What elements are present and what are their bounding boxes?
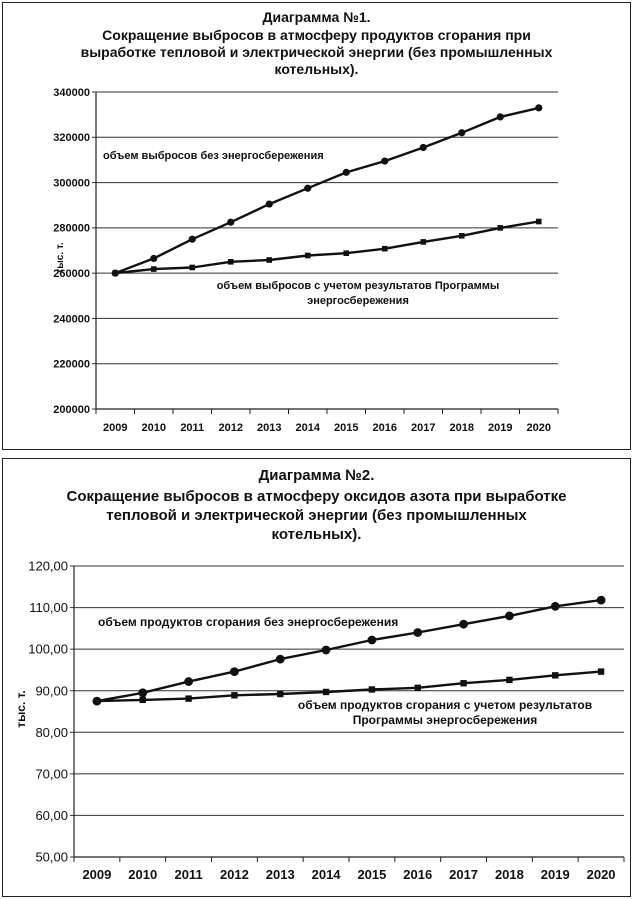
series-1-point <box>535 104 542 111</box>
x-tick-label: 2014 <box>311 867 341 882</box>
series-2-point <box>189 265 195 271</box>
y-tick-label: 80,00 <box>35 724 68 740</box>
series-1-point <box>230 667 239 676</box>
y-axis-label: тыс. т. <box>14 690 28 728</box>
series-2-point <box>382 246 388 252</box>
series-1-point <box>138 688 147 697</box>
y-tick-label: 240000 <box>53 313 90 326</box>
series-2-point <box>459 233 465 239</box>
x-tick-label: 2015 <box>334 422 359 434</box>
series-2-point <box>460 680 466 686</box>
y-tick-label: 50,00 <box>35 849 68 865</box>
series-1-point <box>368 636 377 645</box>
y-tick-label: 220000 <box>53 358 90 371</box>
chart-1-subtitle: Сокращение выбросов в атмосферу продуктов сгорания при выработке тепловой и электрической энергии (без промышленных котельных). <box>80 27 553 77</box>
series-2-point <box>112 270 118 276</box>
series-1-point <box>343 169 350 176</box>
series-2-point <box>228 259 234 265</box>
series-1-point <box>505 611 514 620</box>
chart-1-plot <box>3 3 632 451</box>
x-tick-label: 2019 <box>488 422 513 434</box>
x-tick-label: 2020 <box>526 422 551 434</box>
series-2-point <box>598 668 604 674</box>
series-annotation-1: объем выбросов без энергосбережения <box>103 150 324 162</box>
x-tick-label: 2010 <box>128 867 158 882</box>
series-annotation-2-line: Программы энергосбережения <box>352 713 538 727</box>
y-tick-label: 320000 <box>53 132 90 145</box>
x-tick-label: 2018 <box>494 867 524 882</box>
series-1-point <box>150 255 157 262</box>
x-tick-label: 2016 <box>403 867 433 882</box>
series-2-point <box>369 686 375 692</box>
chart-2-plot <box>3 459 632 898</box>
x-tick-label: 2014 <box>295 422 320 434</box>
series-2-point <box>323 689 329 695</box>
series-1-point <box>551 602 560 611</box>
series-annotation-2-line: объем выбросов с учетом результатов Программы <box>216 280 500 292</box>
y-tick-label: 110,00 <box>29 600 68 616</box>
series-1-point <box>497 113 504 120</box>
x-tick-label: 2013 <box>265 867 295 882</box>
series-1-point <box>381 157 388 164</box>
y-tick-label: 260000 <box>53 267 90 280</box>
series-2-point <box>506 677 512 683</box>
x-tick-label: 2016 <box>372 422 397 434</box>
series-1-point <box>189 236 196 243</box>
series-annotation-2-line: энергосбережения <box>307 295 409 307</box>
series-2-point <box>305 253 311 259</box>
series-2-point <box>94 698 100 704</box>
series-1-point <box>458 129 465 136</box>
x-tick-label: 2011 <box>180 422 205 434</box>
x-tick-label: 2015 <box>357 867 387 882</box>
x-tick-label: 2011 <box>174 867 203 882</box>
series-1-point <box>413 628 422 637</box>
x-tick-label: 2009 <box>82 867 112 882</box>
series-2-point <box>497 225 503 231</box>
series-1-point <box>322 646 331 655</box>
x-tick-label: 2010 <box>141 422 166 434</box>
series-2-point <box>277 691 283 697</box>
series-2-point <box>420 239 426 245</box>
series-2-point <box>266 257 272 263</box>
series-2-point <box>151 266 157 272</box>
y-tick-label: 100,00 <box>28 641 68 657</box>
series-1-point <box>459 620 468 629</box>
chart-2-panel <box>2 458 631 897</box>
chart-1-panel <box>2 2 631 450</box>
x-tick-label: 2009 <box>103 422 128 434</box>
series-2-point <box>343 250 349 256</box>
series-1-point <box>227 219 234 226</box>
chart-1-title: Диаграмма №1. <box>262 9 371 25</box>
x-tick-label: 2012 <box>219 867 249 882</box>
series-2-point <box>140 697 146 703</box>
y-axis-label: тыс. т. <box>55 242 66 274</box>
series-1-point <box>304 185 311 192</box>
x-tick-label: 2019 <box>540 867 570 882</box>
y-tick-label: 200000 <box>53 403 90 416</box>
chart-2-subtitle: Сокращение выбросов в атмосферу оксидов азота при выработке тепловой и электрической энергии (без промышленных котельных). <box>66 488 567 543</box>
y-tick-label: 60,00 <box>35 807 68 823</box>
x-tick-label: 2020 <box>586 867 616 882</box>
series-annotation-1: объем продуктов сгорания без энергосбережения <box>98 615 399 629</box>
series-2-point <box>552 672 558 678</box>
x-tick-label: 2017 <box>449 867 479 882</box>
series-1-point <box>420 144 427 151</box>
y-tick-label: 340000 <box>53 86 90 99</box>
y-tick-label: 120,00 <box>28 558 68 574</box>
series-line-1 <box>115 108 539 273</box>
y-tick-label: 70,00 <box>35 766 68 782</box>
y-tick-label: 300000 <box>53 177 90 190</box>
y-tick-label: 280000 <box>53 222 90 235</box>
series-1-point <box>184 677 193 686</box>
x-tick-label: 2018 <box>449 422 474 434</box>
series-annotation-2-line: объем продуктов сгорания с учетом результатов <box>297 698 593 712</box>
y-tick-label: 90,00 <box>35 683 68 699</box>
series-1-point <box>597 596 606 605</box>
series-1-point <box>276 655 285 664</box>
series-2-point <box>185 695 191 701</box>
series-2-point <box>231 692 237 698</box>
series-2-point <box>415 685 421 691</box>
x-tick-label: 2012 <box>218 422 243 434</box>
series-1-point <box>266 200 273 207</box>
series-line-2 <box>115 222 539 274</box>
chart-2-title: Диаграмма №2. <box>258 467 375 484</box>
x-tick-label: 2017 <box>411 422 436 434</box>
series-2-point <box>536 219 542 225</box>
x-tick-label: 2013 <box>257 422 282 434</box>
